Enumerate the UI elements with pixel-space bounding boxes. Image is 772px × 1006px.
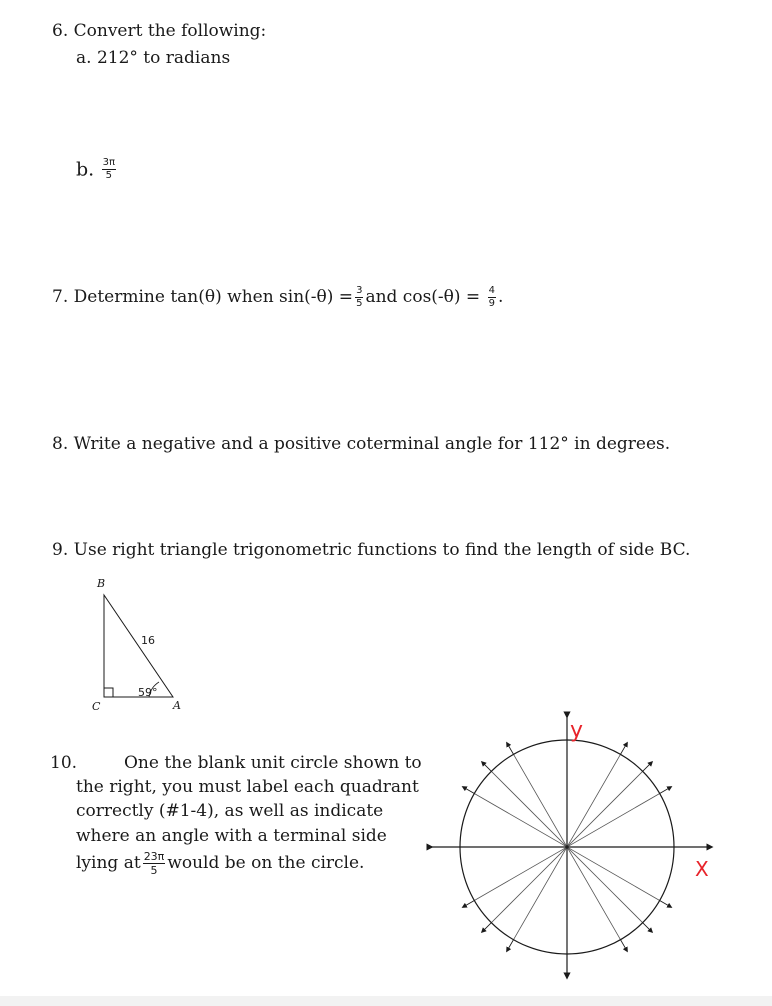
q6-number: 6.	[52, 21, 69, 41]
spoke-arrow	[464, 788, 474, 794]
spoke-arrow	[508, 940, 514, 950]
q10-line-1	[50, 751, 77, 776]
vertex-a-label: A	[173, 699, 181, 712]
q9-number: 9.	[52, 540, 69, 560]
q10-text-4: where an angle with a terminal side	[76, 826, 387, 846]
q6-part-a-text: 212° to radians	[96, 48, 231, 68]
angle-label: 59°	[138, 686, 158, 699]
q6-prompt: Convert the following:	[73, 21, 267, 41]
q9-text	[52, 540, 690, 560]
q8-text	[52, 434, 670, 454]
spoke-arrow	[643, 763, 651, 771]
spoke-arrow	[464, 901, 474, 907]
q7-number: 7.	[52, 287, 69, 307]
spoke-arrow	[508, 744, 514, 754]
spoke-arrow	[621, 744, 627, 754]
q10-frac-den: 5	[150, 864, 158, 877]
q7-text-3: .	[497, 287, 504, 307]
triangle-figure	[85, 572, 195, 712]
page-bottom-edge	[0, 996, 772, 1006]
vertex-c-label: C	[92, 700, 101, 713]
q10-text-1: One the blank unit circle shown to	[124, 753, 422, 773]
q6-part-b-numerator: 3π	[102, 157, 115, 168]
q8-number: 8.	[52, 434, 69, 454]
q7-frac1-den: 5	[356, 298, 363, 309]
y-axis-annotation: y	[570, 718, 584, 743]
q6-part-b-label: b.	[76, 158, 95, 181]
q7-frac2-den: 9	[488, 298, 495, 309]
right-angle-marker	[104, 688, 113, 697]
q7-frac1-num: 3	[356, 285, 363, 296]
q10-fraction	[143, 851, 166, 876]
q9-body: Use right triangle trigonometric functions to find the length of side BC.	[73, 540, 691, 560]
hypotenuse-label: 16	[141, 634, 155, 647]
q8-body: Write a negative and a positive coterminal angle for 112° in degrees.	[73, 434, 671, 454]
spoke-arrow	[643, 923, 651, 931]
unit-circle-figure	[420, 710, 740, 980]
q6-part-a	[76, 48, 230, 68]
spoke-arrow	[660, 901, 670, 907]
q6-part-b	[76, 158, 118, 181]
q10-text-3: correctly (#1-4), as well as indicate	[76, 801, 384, 821]
q7-text-2: and cos(-θ) =	[365, 287, 481, 307]
q10-text-5-pre: lying at	[76, 853, 141, 873]
spoke-arrow	[483, 763, 491, 771]
q6-part-b-fraction	[102, 158, 116, 181]
q10-frac-num: 23π	[143, 850, 165, 863]
q7-fraction-2	[488, 286, 496, 309]
q10-text-5-post: would be on the circle.	[167, 853, 365, 873]
q7-frac2-num: 4	[488, 285, 495, 296]
spoke-arrow	[621, 940, 627, 950]
spoke-arrow	[660, 788, 670, 794]
q6-part-a-label: a.	[76, 48, 92, 68]
q7-text	[52, 286, 503, 309]
q6-heading	[52, 21, 266, 41]
q10-number: 10.	[50, 753, 78, 773]
q10-text-5	[76, 851, 364, 876]
q10-text-2: the right, you must label each quadrant	[76, 777, 419, 797]
q7-fraction-1	[355, 286, 363, 309]
vertex-b-label: B	[97, 577, 106, 590]
spoke-arrow	[483, 923, 491, 931]
q7-text-1: Determine tan(θ) when sin(-θ) =	[73, 287, 354, 307]
x-axis-annotation: X	[695, 857, 709, 881]
q6-part-b-denominator: 5	[105, 170, 112, 181]
